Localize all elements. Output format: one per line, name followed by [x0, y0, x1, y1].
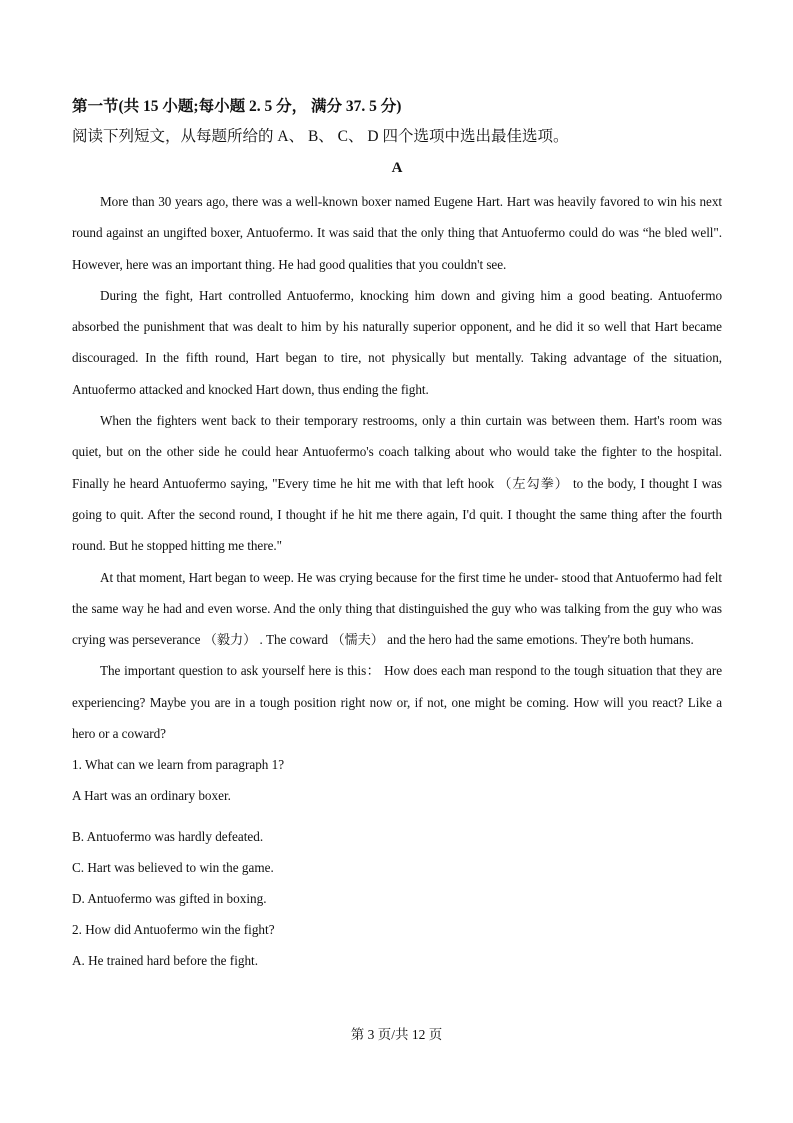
passage-paragraph: During the fight, Hart controlled Antuofermo, knocking him down and giving him a good beating. Antuofermo absorbed the punishment that was dealt to him by his naturally superior opponent, and he did it so well that Hart became discouraged. In the fifth round, Hart began to tire, not physically but mentally. Taking advantage of the situation, Antuofermo attacked and knocked Hart down, thus ending the fight. [72, 287, 722, 397]
section-title: 第一节(共 15 小题;每小题 2. 5 分， 满分 37. 5 分) [72, 98, 402, 115]
passage-paragraph: The important question to ask yourself here is this： How does each man respond to the tough situation that they are experiencing? Maybe you are in a tough position right now or, if not, one might be coming. How will you react? Like a hero or a coward? [72, 663, 722, 742]
question-2 [72, 914, 722, 976]
question-stem: 1. What can we learn from paragraph 1? [72, 757, 285, 773]
exam-page [72, 92, 722, 976]
answer-option-a: A. He trained hard before the fight. [72, 953, 259, 969]
answer-option-c: C. Hart was believed to win the game. [72, 860, 274, 876]
question-stem: 2. How did Antuofermo win the fight? [72, 922, 275, 938]
answer-option-d: D. Antuofermo was gifted in boxing. [72, 891, 267, 907]
passage-paragraph: At that moment, Hart began to weep. He was crying because for the first time he under- stood that Antuofermo had felt the same way he had and even worse. And the only thing that distinguished the guy who was talking from the guy who was crying was perseverance （毅力） . The coward （懦夫） and the hero had the same emotions. They're both humans. [72, 569, 722, 648]
passage-label: A [391, 160, 403, 176]
answer-option-b: B. Antuofermo was hardly defeated. [72, 829, 264, 845]
page-footer: 第 3 页/共 12 页 [350, 1027, 443, 1042]
section-instruction: 阅读下列短文，从每题所给的 A、 B、 C、 D 四个选项中选出最佳选项。 [72, 128, 569, 145]
passage-body [72, 186, 722, 749]
question-1 [72, 749, 722, 914]
passage-paragraph: More than 30 years ago, there was a well-known boxer named Eugene Hart. Hart was heavily favored to win his next round against an ungifted boxer, Antuofermo. It was said that the only thing that Antuofermo could do was “he bled well". However, here was an important thing. He had good qualities that you couldn't see. [72, 194, 722, 272]
passage-paragraph: When the fighters went back to their temporary restrooms, only a thin curtain was between them. Hart's room was quiet, but on the other side he could hear Antuofermo's coach talking about who would take the fighter to the hospital. Finally he heard Antuofermo saying, "Every time he hit me with that left hook （左勾拳） to the body, I thought I was going to quit. After the second round, I thought if he hit me there again, I'd quit. I thought the same thing after the fourth round. But he stopped hitting me there." [72, 413, 722, 554]
answer-option-a: A Hart was an ordinary boxer. [72, 788, 231, 804]
